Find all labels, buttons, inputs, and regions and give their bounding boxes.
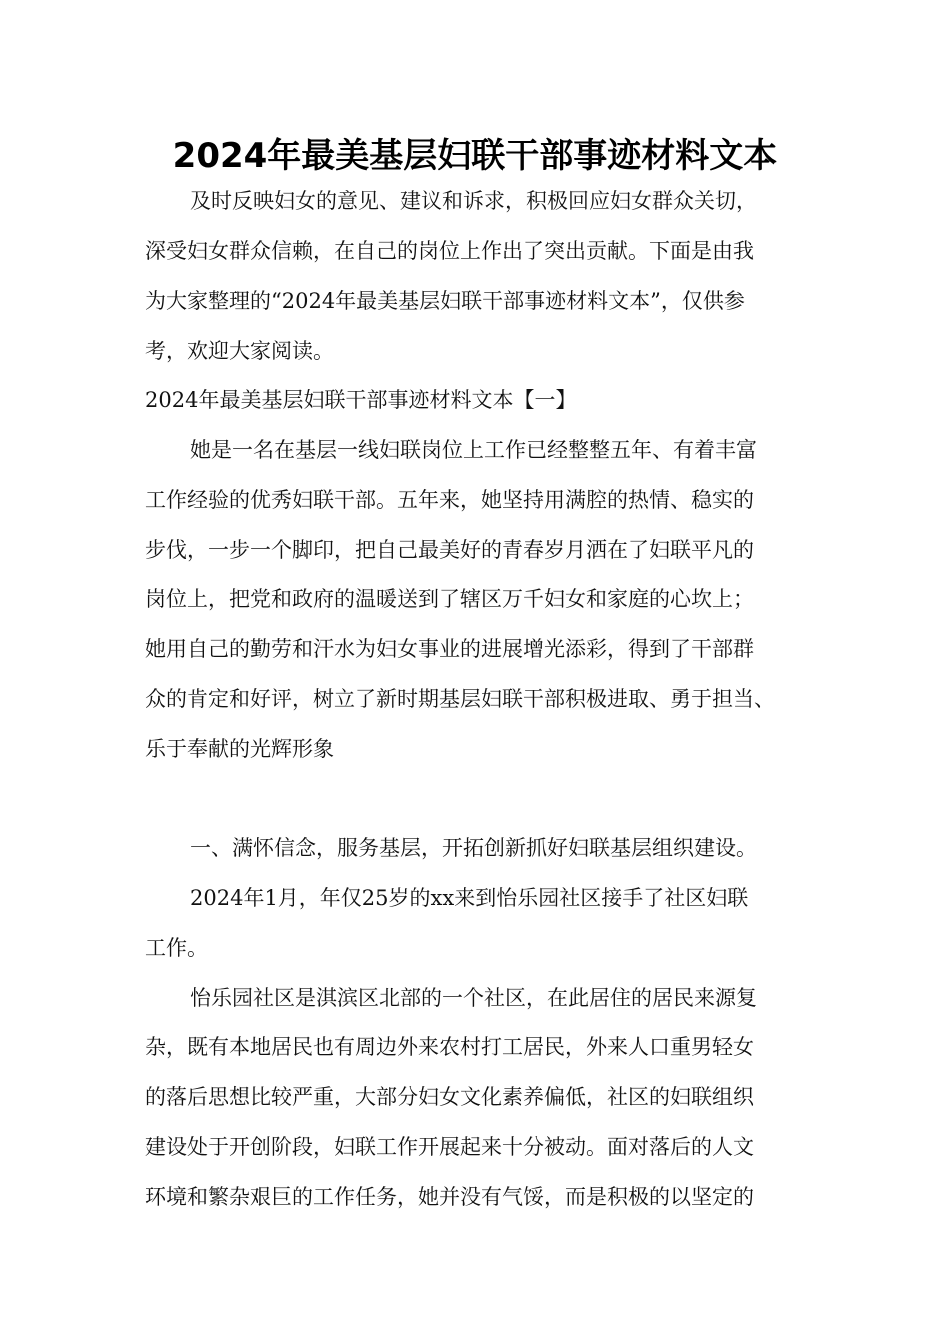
section-heading: 2024年最美基层妇联干部事迹材料文本【一】	[145, 388, 577, 412]
paragraph-line: 工作经验的优秀妇联干部。五年来，她坚持用满腔的热情、稳实的	[145, 488, 754, 512]
paragraph-line: 的落后思想比较严重，大部分妇女文化素养偏低，社区的妇联组织	[145, 1085, 754, 1109]
paragraph-line: 及时反映妇女的意见、建议和诉求，积极回应妇女群众关切，	[190, 189, 757, 213]
paragraph-line: 杂，既有本地居民也有周边外来农村打工居民，外来人口重男轻女	[145, 1035, 754, 1059]
paragraph-line: 为大家整理的“2024年最美基层妇联干部事迹材料文本”，仅供参	[145, 289, 745, 313]
subsection-heading: 一、满怀信念，服务基层，开拓创新抓好妇联基层组织建设。	[190, 836, 757, 860]
paragraph-line: 考，欢迎大家阅读。	[145, 339, 334, 363]
paragraph-line: 怡乐园社区是淇滨区北部的一个社区，在此居住的居民来源复	[190, 986, 757, 1010]
paragraph-line: 环境和繁杂艰巨的工作任务，她并没有气馁，而是积极的以坚定的	[145, 1185, 754, 1209]
paragraph-line: 2024年1月，年仅25岁的xx来到怡乐园社区接手了社区妇联	[190, 886, 749, 910]
document-title: 2024年最美基层妇联干部事迹材料文本	[172, 136, 778, 176]
paragraph-line: 深受妇女群众信赖，在自己的岗位上作出了突出贡献。下面是由我	[145, 239, 754, 263]
paragraph-line: 乐于奉献的光辉形象	[145, 737, 334, 761]
paragraph-line: 步伐，一步一个脚印，把自己最美好的青春岁月洒在了妇联平凡的	[145, 538, 754, 562]
paragraph-line: 工作。	[145, 936, 208, 960]
paragraph-line: 她用自己的勤劳和汗水为妇女事业的进展增光添彩，得到了干部群	[145, 637, 754, 661]
paragraph-line: 众的肯定和好评，树立了新时期基层妇联干部积极进取、勇于担当、	[145, 687, 775, 711]
paragraph-line: 她是一名在基层一线妇联岗位上工作已经整整五年、有着丰富	[190, 438, 757, 462]
paragraph-line: 岗位上，把党和政府的温暖送到了辖区万千妇女和家庭的心坎上；	[145, 587, 754, 611]
paragraph-line: 建设处于开创阶段，妇联工作开展起来十分被动。面对落后的人文	[145, 1135, 754, 1159]
